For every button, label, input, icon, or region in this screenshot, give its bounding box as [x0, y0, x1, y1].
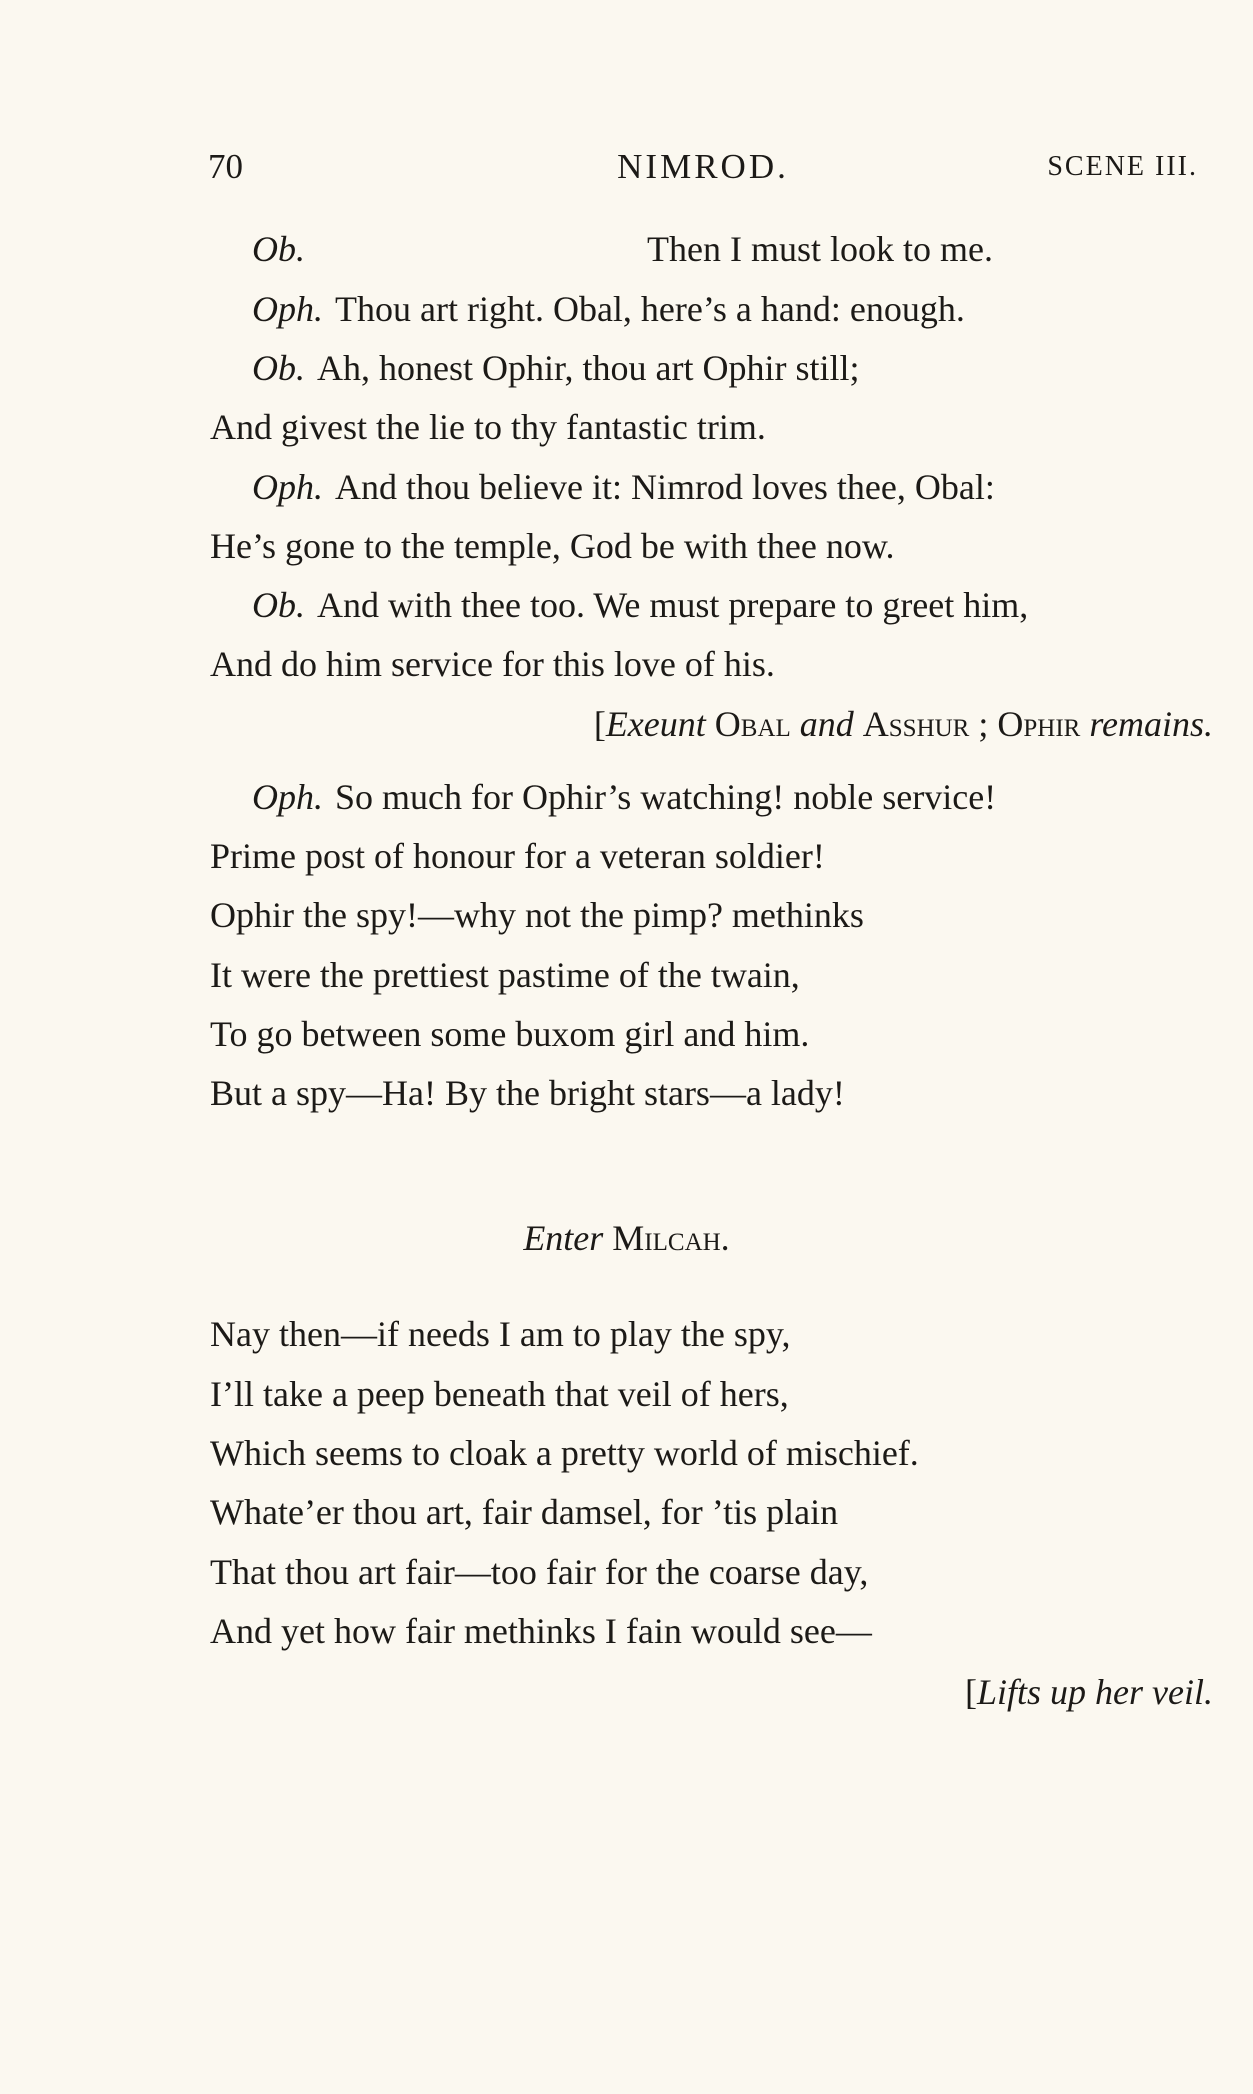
character-name: Milcah.	[612, 1218, 730, 1258]
stage-direction	[594, 702, 1213, 746]
verse-line	[252, 227, 1252, 271]
verse-line: He’s gone to the temple, God be with thee now.	[210, 526, 895, 566]
line-text: So much for Ophir’s watching! noble service!	[335, 777, 997, 817]
verse-line: To go between some buxom girl and him.	[210, 1014, 810, 1054]
bracket: [	[593, 704, 606, 744]
verse-line: Ophir the spy!—why not the pimp? methinks	[210, 895, 864, 935]
sd-word: Lifts up her veil.	[977, 1672, 1213, 1712]
sd-word: and	[799, 704, 854, 744]
verse-line	[252, 465, 1252, 509]
stage-direction-enter	[0, 1216, 1253, 1260]
speaker-name: Ob.	[252, 229, 305, 269]
verse-line	[252, 346, 1252, 390]
verse-line	[252, 775, 1252, 819]
running-title: NIMROD.	[617, 147, 789, 186]
verse-line: And givest the lie to thy fantastic trim.	[210, 407, 766, 447]
sd-word: Enter	[523, 1218, 604, 1258]
verse-line	[252, 583, 1252, 627]
line-text: And thou believe it: Nimrod loves thee, Obal:	[335, 467, 995, 507]
line-text: Ah, honest Ophir, thou art Ophir still;	[317, 348, 860, 388]
line-text: Then I must look to me.	[647, 229, 993, 269]
line-text: Thou art right. Obal, here’s a hand: enough.	[335, 289, 965, 329]
scene-label: SCENE III.	[1047, 151, 1198, 182]
bracket: [	[965, 1672, 977, 1712]
verse-line: Whate’er thou art, fair damsel, for ’tis plain	[210, 1492, 839, 1532]
speaker-name: Ob.	[252, 585, 305, 625]
sd-word: remains.	[1089, 704, 1213, 744]
verse-line: Which seems to cloak a pretty world of mischief.	[210, 1433, 919, 1473]
stage-direction	[965, 1670, 1213, 1714]
verse-line: Prime post of honour for a veteran soldier!	[210, 836, 825, 876]
sd-word: Exeunt	[605, 704, 706, 744]
verse-line: And yet how fair methinks I fain would see—	[210, 1611, 872, 1651]
verse-line: It were the prettiest pastime of the twain,	[210, 955, 800, 995]
verse-line: I’ll take a peep beneath that veil of hers,	[210, 1374, 789, 1414]
page-number: 70	[208, 147, 243, 186]
speaker-name: Oph.	[252, 289, 323, 329]
character-name: Ophir	[997, 704, 1081, 744]
character-name: Obal	[714, 704, 791, 744]
verse-line: But a spy—Ha! By the bright stars—a lady!	[210, 1073, 845, 1113]
speaker-name: Ob.	[252, 348, 305, 388]
verse-line: That thou art fair—too fair for the coarse day,	[210, 1552, 869, 1592]
verse-line: Nay then—if needs I am to play the spy,	[210, 1314, 791, 1354]
speaker-name: Oph.	[252, 467, 323, 507]
line-text: And with thee too. We must prepare to greet him,	[317, 585, 1029, 625]
page-header	[208, 145, 1198, 189]
verse-line	[252, 287, 1252, 331]
speaker-name: Oph.	[252, 777, 323, 817]
character-name: Asshur ;	[862, 704, 989, 744]
verse-line: And do him service for this love of his.	[210, 644, 775, 684]
